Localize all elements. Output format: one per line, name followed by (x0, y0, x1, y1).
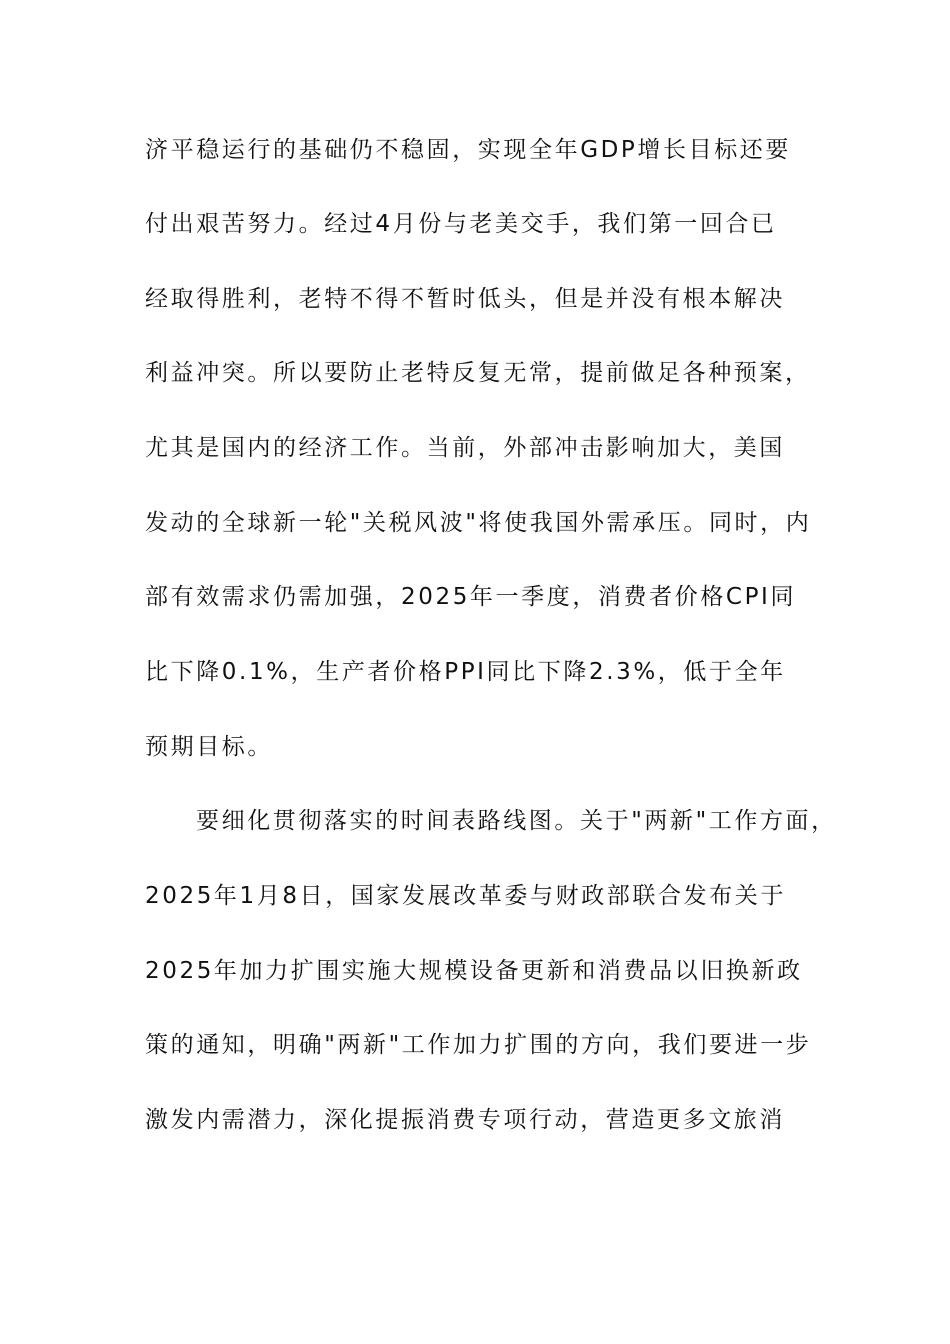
text-line: 利益冲突。所以要防止老特反复无常，提前做足各种预案， (145, 360, 811, 386)
text-line: 预期目标。 (145, 734, 273, 760)
text-line: 激发内需潜力，深化提振消费专项行动，营造更多文旅消 (145, 1107, 785, 1133)
text-line: 付出艰苦努力。经过4月份与老美交手，我们第一回合已 (145, 211, 777, 237)
text-line: 2025年加力扩围实施大规模设备更新和消费品以旧换新政 (145, 958, 803, 984)
text-line: 部有效需求仍需加强，2025年一季度，消费者价格CPI同 (145, 584, 797, 610)
text-line: 策的通知，明确"两新"工作加力扩围的方向，我们要进一步 (145, 1032, 812, 1058)
paragraph-start-line: 要细化贯彻落实的时间表路线图。关于"两新"工作方面， (196, 808, 837, 834)
text-line: 济平稳运行的基础仍不稳固，实现全年GDP增长目标还要 (145, 137, 792, 163)
text-line: 尤其是国内的经济工作。当前，外部冲击影响加大，美国 (145, 435, 785, 461)
text-line: 2025年1月8日，国家发展改革委与财政部联合发布关于 (145, 883, 786, 909)
text-line: 发动的全球新一轮"关税风波"将使我国外需承压。同时，内 (145, 510, 812, 536)
text-line: 比下降0.1%，生产者价格PPI同比下降2.3%，低于全年 (145, 659, 786, 685)
text-line: 经取得胜利，老特不得不暂时低头，但是并没有根本解决 (145, 286, 785, 312)
